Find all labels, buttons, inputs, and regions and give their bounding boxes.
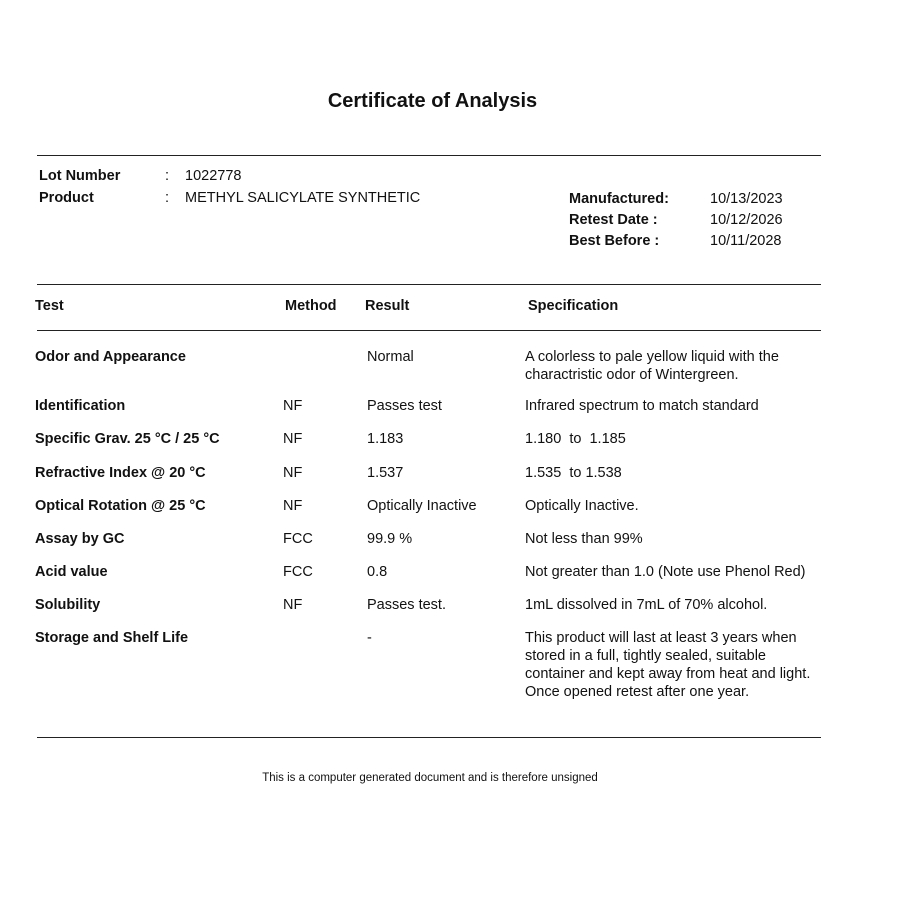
row-method: NF [283, 431, 303, 447]
lot-number-separator: : [165, 168, 170, 184]
column-header-specification: Specification [528, 298, 619, 314]
row-method: FCC [283, 564, 313, 580]
row-spec-line: stored in a full, tightly sealed, suitable [525, 648, 766, 664]
row-method: FCC [283, 531, 313, 547]
row-test-name: Identification [35, 398, 126, 414]
row-spec-line: This product will last at least 3 years when [525, 630, 797, 646]
row-result: 0.8 [367, 564, 388, 580]
manufactured-label: Manufactured: [569, 191, 669, 207]
row-test-name: Acid value [35, 564, 108, 580]
divider-bottom [37, 737, 821, 738]
row-spec-line: Optically Inactive. [525, 498, 639, 514]
retest-date-label: Retest Date : [569, 212, 658, 228]
retest-date-value: 10/12/2026 [710, 212, 783, 228]
row-result: 1.183 [367, 431, 404, 447]
row-method: NF [283, 597, 303, 613]
row-spec-line: A colorless to pale yellow liquid with the [525, 349, 779, 365]
column-header-method: Method [285, 298, 337, 314]
lot-number-label: Lot Number [39, 168, 121, 184]
row-test-name: Optical Rotation @ 25 °C [35, 498, 206, 514]
page-title: Certificate of Analysis [327, 90, 538, 112]
row-result: Passes test [367, 398, 442, 414]
product-label: Product [39, 190, 94, 206]
row-test-name: Storage and Shelf Life [35, 630, 189, 646]
row-spec-line: Infrared spectrum to match standard [525, 398, 759, 414]
row-test-name: Specific Grav. 25 °C / 25 °C [35, 431, 220, 447]
footer-note: This is a computer generated document and is therefore unsigned [262, 772, 598, 784]
lot-number-value: 1022778 [185, 168, 242, 184]
row-spec-line: container and kept away from heat and light. [525, 666, 811, 682]
divider-header-top [37, 284, 821, 285]
row-result: - [367, 630, 372, 646]
row-method: NF [283, 465, 303, 481]
row-method: NF [283, 498, 303, 514]
product-value: METHYL SALICYLATE SYNTHETIC [185, 190, 421, 206]
row-result: 1.537 [367, 465, 404, 481]
product-separator: : [165, 190, 170, 206]
divider-header-bottom [37, 330, 821, 331]
column-header-result: Result [365, 298, 410, 314]
row-test-name: Odor and Appearance [35, 349, 186, 365]
row-test-name: Solubility [35, 597, 101, 613]
row-result: Passes test. [367, 597, 446, 613]
row-spec-line: 1.535 to 1.538 [525, 465, 622, 481]
row-result: Normal [367, 349, 414, 365]
row-spec-line: Once opened retest after one year. [525, 684, 750, 700]
row-spec-line: 1.180 to 1.185 [525, 431, 626, 447]
divider-top [37, 155, 821, 156]
row-test-name: Refractive Index @ 20 °C [35, 465, 206, 481]
row-spec-line: charactristic odor of Wintergreen. [525, 367, 739, 383]
row-spec-line: Not less than 99% [525, 531, 643, 547]
best-before-label: Best Before : [569, 233, 660, 249]
row-spec-line: Not greater than 1.0 (Note use Phenol Red) [525, 564, 806, 580]
row-spec-line: 1mL dissolved in 7mL of 70% alcohol. [525, 597, 768, 613]
best-before-value: 10/11/2028 [710, 233, 782, 249]
column-header-test: Test [35, 298, 64, 314]
manufactured-value: 10/13/2023 [710, 191, 783, 207]
row-result: Optically Inactive [367, 498, 477, 514]
row-result: 99.9 % [367, 531, 413, 547]
row-test-name: Assay by GC [35, 531, 125, 547]
row-method: NF [283, 398, 303, 414]
